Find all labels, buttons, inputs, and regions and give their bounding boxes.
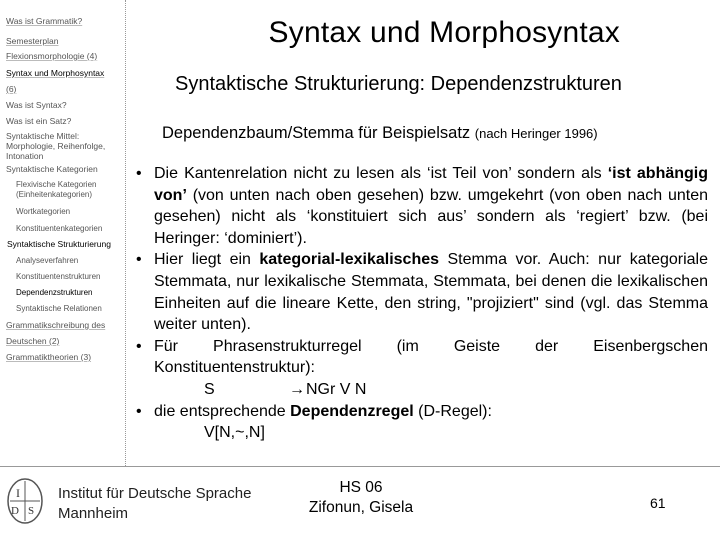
course-info — [286, 478, 436, 518]
sidebar-item-was-ist-satz[interactable]: Was ist ein Satz? — [6, 116, 72, 126]
svg-text:D: D — [11, 505, 19, 517]
sidebar-item-syntax-morphosyntax[interactable]: Syntax und Morphosyntax — [6, 68, 105, 78]
sidebar-item-syntax-count[interactable]: (6) — [6, 84, 17, 94]
dependency-rule — [134, 422, 708, 444]
section-heading-note: (nach Heringer 1996) — [474, 126, 598, 141]
page-subtitle: Syntaktische Strukturierung: Dependenzstrukturen — [175, 73, 622, 95]
svg-text:I: I — [16, 486, 20, 500]
sidebar-item-syntaktische-strukturierung[interactable]: Syntaktische Strukturierung — [7, 239, 111, 249]
bullet-bold-text: Dependenzregel — [290, 402, 414, 420]
sidebar-item-deutschen[interactable]: Deutschen (2) — [6, 336, 60, 346]
rule-text: V[N,~,N] — [204, 424, 265, 442]
svg-text:S: S — [28, 505, 35, 517]
bullet-text: Die Kantenrelation nicht zu lesen als ‘ist Teil von’ sondern als — [154, 165, 608, 182]
sidebar-item-wortkategorien[interactable]: Wortkategorien — [16, 207, 71, 216]
bullet-text: (von unten nach oben gesehen) bzw. umgekehrt (von oben nach unten gesehen) nicht als ‘konstituiert sich aus’ sondern als ‘regiert’ bzw. (bei Heringer: ‘dominiert’). — [154, 186, 708, 247]
phrase-structure-rule — [134, 379, 708, 401]
sidebar-item-konstituentenkategorien[interactable]: Konstituentenkategorien — [16, 224, 103, 233]
bullet-bold-text: kategorial-lexikalisches — [259, 251, 440, 269]
bullet-item — [134, 163, 708, 249]
sidebar-item-semesterplan[interactable]: Semesterplan — [6, 36, 59, 46]
sidebar-item-syntaktische-relationen[interactable]: Syntaktische Relationen — [16, 304, 102, 313]
sidebar-nav — [0, 0, 126, 466]
author-name: Zifonun, Gisela — [308, 499, 414, 516]
rule-lhs: S — [204, 380, 215, 398]
sidebar-item-was-ist-syntax[interactable]: Was ist Syntax? — [6, 100, 67, 110]
sidebar-item-flexionsmorphologie[interactable]: Flexionsmorphologie (4) — [6, 51, 98, 61]
content-body — [134, 163, 708, 444]
bullet-item — [134, 401, 708, 423]
sidebar-item-grammatik[interactable]: Was ist Grammatik? — [6, 16, 83, 26]
institute-name — [58, 484, 251, 524]
rule-rhs: NGr V N — [306, 380, 367, 398]
ids-logo-icon — [6, 477, 44, 525]
footer-divider — [0, 466, 720, 467]
section-heading-text: Dependenzbaum/Stemma für Beispielsatz — [162, 124, 471, 142]
sidebar-item-syntaktische-mittel[interactable]: Syntaktische Mittel: Morphologie, Reihenfolge, Intonation — [6, 131, 106, 161]
bullet-text: (D-Regel): — [413, 402, 492, 420]
section-heading — [162, 124, 598, 143]
sidebar-item-dependenzstrukturen[interactable]: Dependenzstrukturen — [16, 288, 93, 297]
arrow-icon: → — [289, 380, 305, 398]
sidebar-item-grammatiktheorien[interactable]: Grammatiktheorien (3) — [6, 352, 92, 362]
sidebar-item-analyseverfahren[interactable]: Analyseverfahren — [16, 256, 79, 265]
page-title: Syntax und Morphosyntax — [268, 16, 620, 49]
institute-city: Mannheim — [58, 505, 129, 522]
bullet-item — [134, 336, 708, 379]
bullet-text: Für Phrasenstrukturregel (im Geiste der Eisenbergschen Konstituentenstruktur): — [154, 337, 708, 377]
ids-logo — [6, 477, 44, 525]
sidebar-item-flexivische-kategorien[interactable]: Flexivische Kategorien (Einheitenkategorien) — [16, 180, 97, 199]
course-code: HS 06 — [339, 479, 383, 496]
sidebar-item-syntaktische-kategorien[interactable]: Syntaktische Kategorien — [6, 164, 98, 174]
institute-line: Institut für Deutsche Sprache — [58, 485, 252, 502]
bullet-text: Hier liegt ein — [154, 251, 260, 269]
bullet-text: die entsprechende — [154, 402, 291, 420]
bullet-item — [134, 249, 708, 335]
sidebar-item-grammatikschreibung[interactable]: Grammatikschreibung des — [6, 320, 106, 330]
sidebar-item-konstituentenstrukturen[interactable]: Konstituentenstrukturen — [16, 272, 101, 281]
bullet-text: Stemma vor. Auch: nur kategoriale Stemmata, nur lexikalische Stemmata, Stemmata, bei denen die lexikalischen Einheiten auf die lineare Kette, den string, "projiziert" sind (vgl. das Stemma weiter unten). — [154, 251, 709, 334]
page-number: 61 — [650, 495, 666, 511]
bullet-bold-text: ‘ist abhängig von’ — [154, 165, 709, 204]
